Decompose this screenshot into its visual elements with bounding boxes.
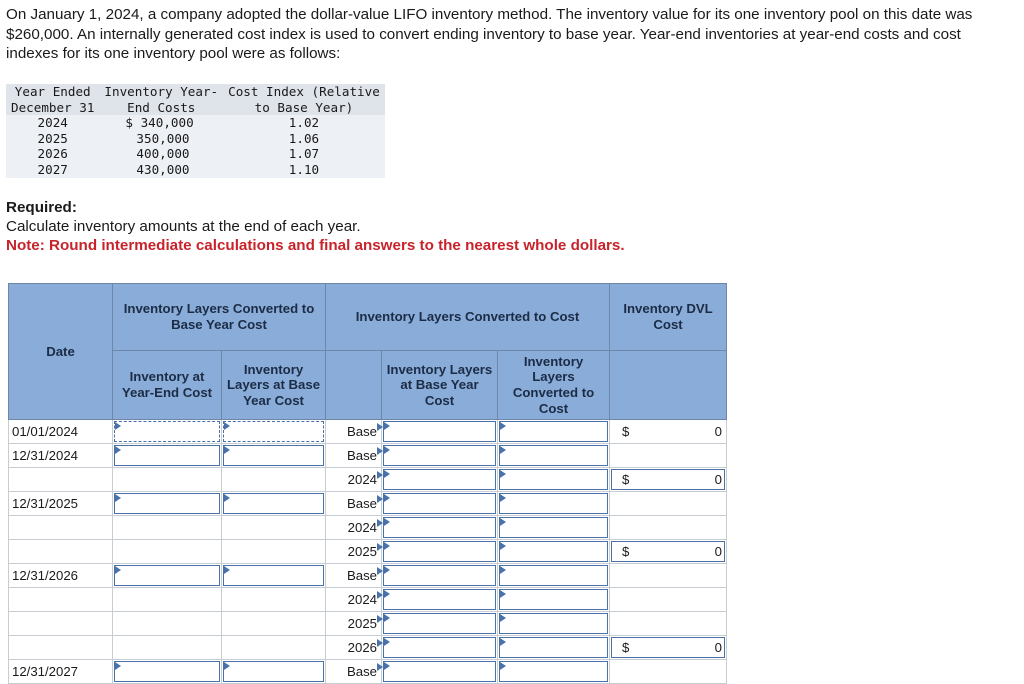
- layer-base-cell: [382, 588, 498, 612]
- layer-base-cell: [382, 468, 498, 492]
- dvl-cost-cell: [610, 444, 727, 468]
- given-data-table: [6, 84, 385, 178]
- layer-base-cell: [382, 492, 498, 516]
- rounding-note: Note: Round intermediate calculations and final answers to the nearest whole dollars.: [6, 237, 625, 254]
- worksheet-row: [9, 564, 727, 588]
- blank-cell: [9, 516, 113, 540]
- ye-cost-input[interactable]: [114, 493, 220, 514]
- given-cost: 430,000: [99, 162, 223, 178]
- required-text: Calculate inventory amounts at the end of each year.: [6, 218, 361, 235]
- ye-cost-cell: [113, 660, 222, 684]
- base-layer-input[interactable]: [223, 493, 324, 514]
- given-header-cost: Inventory Year- End Costs: [99, 84, 223, 115]
- layer-label: [326, 516, 382, 540]
- given-index: 1.07: [223, 146, 385, 162]
- layer-base-input[interactable]: [383, 493, 496, 514]
- layer-label-text: 2025: [347, 616, 377, 631]
- layer-cost-input[interactable]: [499, 637, 608, 658]
- blank-cell: [222, 612, 326, 636]
- layer-cost-cell: [498, 612, 610, 636]
- dvl-cost-cell: [610, 420, 727, 444]
- layer-label-text: 2026: [347, 640, 377, 655]
- row-date: 12/31/2025: [9, 492, 113, 516]
- blank-cell: [113, 612, 222, 636]
- required-section: [6, 198, 625, 255]
- ye-cost-cell: [113, 492, 222, 516]
- ye-cost-input[interactable]: [114, 421, 220, 442]
- row-date: 12/31/2027: [9, 660, 113, 684]
- worksheet-row: [9, 516, 727, 540]
- base-layer-input[interactable]: [223, 445, 324, 466]
- given-index: 1.06: [223, 131, 385, 147]
- layer-base-input[interactable]: [383, 445, 496, 466]
- worksheet-row: [9, 444, 727, 468]
- given-year: 2025: [6, 131, 99, 147]
- layer-base-input[interactable]: [383, 565, 496, 586]
- layer-label-text: Base: [346, 496, 377, 511]
- layer-base-cell: [382, 612, 498, 636]
- dvl-cost-cell: [610, 516, 727, 540]
- required-heading: Required:: [6, 199, 77, 216]
- dvl-cost-cell: [610, 612, 727, 636]
- blank-cell: [9, 468, 113, 492]
- ye-cost-cell: [113, 420, 222, 444]
- worksheet-row: [9, 660, 727, 684]
- blank-cell: [113, 468, 222, 492]
- layer-base-cell: [382, 540, 498, 564]
- layer-base-input[interactable]: [383, 661, 496, 682]
- ye-cost-input[interactable]: [114, 445, 220, 466]
- layer-cost-input[interactable]: [499, 517, 608, 538]
- blank-cell: [9, 540, 113, 564]
- layer-cost-input[interactable]: [499, 421, 608, 442]
- dvl-cost-cell: [610, 540, 727, 564]
- layer-base-cell: [382, 564, 498, 588]
- layer-cost-input[interactable]: [499, 541, 608, 562]
- layer-base-cell: [382, 516, 498, 540]
- header-dvl-blank: [610, 351, 727, 420]
- layer-label-text: 2025: [347, 544, 377, 559]
- base-layer-cell: [222, 444, 326, 468]
- base-layer-input[interactable]: [223, 421, 324, 442]
- header-layers-cost: Inventory Layers Converted to Cost: [498, 351, 610, 420]
- row-date: 01/01/2024: [9, 420, 113, 444]
- layer-cost-input[interactable]: [499, 589, 608, 610]
- worksheet-row: [9, 636, 727, 660]
- layer-label-text: Base: [346, 424, 377, 439]
- given-cost: 350,000: [99, 131, 223, 147]
- layer-label: [326, 492, 382, 516]
- blank-cell: [9, 588, 113, 612]
- layer-cost-input[interactable]: [499, 445, 608, 466]
- layer-base-cell: [382, 636, 498, 660]
- blank-cell: [9, 612, 113, 636]
- header-converted-base: Inventory Layers Converted to Base Year Cost: [113, 284, 326, 351]
- layer-label-text: Base: [346, 448, 377, 463]
- blank-cell: [222, 516, 326, 540]
- worksheet-row: [9, 540, 727, 564]
- layer-base-cell: [382, 444, 498, 468]
- worksheet-row: [9, 588, 727, 612]
- layer-cost-input[interactable]: [499, 469, 608, 490]
- dvl-cost-cell: [610, 468, 727, 492]
- header-date: Date: [9, 284, 113, 420]
- layer-label-text: Base: [346, 568, 377, 583]
- layer-label-text: 2024: [347, 472, 377, 487]
- worksheet-row: [9, 492, 727, 516]
- blank-cell: [222, 468, 326, 492]
- layer-base-input[interactable]: [383, 421, 496, 442]
- layer-label-text: Base: [346, 664, 377, 679]
- header-dvl-cost: Inventory DVL Cost: [610, 284, 727, 351]
- dvl-cost-cell: [610, 660, 727, 684]
- blank-cell: [222, 588, 326, 612]
- worksheet-row: [9, 420, 727, 444]
- dvl-cost-value: 0: [714, 472, 723, 487]
- ye-cost-cell: [113, 564, 222, 588]
- layer-label: [326, 468, 382, 492]
- layer-cost-cell: [498, 492, 610, 516]
- given-row: [6, 115, 385, 131]
- blank-cell: [9, 636, 113, 660]
- layer-base-input[interactable]: [383, 589, 496, 610]
- dvl-cost-cell: [610, 564, 727, 588]
- base-layer-input[interactable]: [223, 661, 324, 682]
- layer-label: [326, 588, 382, 612]
- problem-statement: On January 1, 2024, a company adopted the dollar-value LIFO inventory method. The inventory value for its one inventory pool on this date was $260,000. An internally generated cost index is used to convert ending inventory to base year. Year-end inventories at year-end costs and cost indexes for its one inventory pool were as follows:: [6, 6, 973, 62]
- row-date: 12/31/2024: [9, 444, 113, 468]
- layer-cost-cell: [498, 636, 610, 660]
- layer-base-input[interactable]: [383, 517, 496, 538]
- ye-cost-cell: [113, 444, 222, 468]
- given-year: 2026: [6, 146, 99, 162]
- layer-label-text: 2024: [347, 592, 377, 607]
- given-cost: 400,000: [99, 146, 223, 162]
- layer-cost-input[interactable]: [499, 661, 608, 682]
- base-layer-cell: [222, 660, 326, 684]
- given-row: [6, 162, 385, 178]
- blank-cell: [113, 588, 222, 612]
- dollar-sign: $: [622, 544, 630, 559]
- ye-cost-input[interactable]: [114, 565, 220, 586]
- worksheet-row: [9, 468, 727, 492]
- ye-cost-input[interactable]: [114, 661, 220, 682]
- header-layers-base: Inventory Layers at Base Year Cost: [222, 351, 326, 420]
- header-ye-cost: Inventory at Year-End Cost: [113, 351, 222, 420]
- header-layers-base-2: Inventory Layers at Base Year Cost: [382, 351, 498, 420]
- layer-cost-cell: [498, 516, 610, 540]
- dvl-cost-value: 0: [714, 544, 723, 559]
- layer-base-input[interactable]: [383, 613, 496, 634]
- layer-cost-cell: [498, 588, 610, 612]
- given-cost: $ 340,000: [99, 115, 223, 131]
- layer-base-cell: [382, 420, 498, 444]
- layer-base-input[interactable]: [383, 541, 496, 562]
- layer-cost-cell: [498, 540, 610, 564]
- dvl-cost-value: 0: [714, 640, 723, 655]
- base-layer-cell: [222, 420, 326, 444]
- layer-cost-cell: [498, 468, 610, 492]
- layer-label: [326, 420, 382, 444]
- layer-label: [326, 660, 382, 684]
- dollar-sign: $: [622, 640, 630, 655]
- given-year: 2024: [6, 115, 99, 131]
- dollar-sign: $: [622, 424, 630, 439]
- layer-cost-cell: [498, 660, 610, 684]
- dvl-cost-cell: [610, 492, 727, 516]
- layer-label: [326, 612, 382, 636]
- layer-cost-input[interactable]: [499, 565, 608, 586]
- layer-label: [326, 540, 382, 564]
- base-layer-cell: [222, 492, 326, 516]
- dvl-cost-value: 0: [714, 424, 723, 439]
- blank-cell: [113, 516, 222, 540]
- dollar-sign: $: [622, 472, 630, 487]
- dvl-worksheet: [8, 283, 726, 679]
- blank-cell: [113, 636, 222, 660]
- layer-cost-cell: [498, 420, 610, 444]
- base-layer-input[interactable]: [223, 565, 324, 586]
- layer-base-input[interactable]: [383, 469, 496, 490]
- layer-label: [326, 444, 382, 468]
- given-row: [6, 146, 385, 162]
- given-row: [6, 131, 385, 147]
- dvl-cost-cell: [610, 588, 727, 612]
- layer-cost-cell: [498, 444, 610, 468]
- given-header-index: Cost Index (Relative to Base Year): [223, 84, 385, 115]
- header-blank: [326, 351, 382, 420]
- given-year: 2027: [6, 162, 99, 178]
- given-header-year: Year Ended December 31: [6, 84, 99, 115]
- worksheet-row: [9, 612, 727, 636]
- layer-label: [326, 564, 382, 588]
- layer-base-input[interactable]: [383, 637, 496, 658]
- base-layer-cell: [222, 564, 326, 588]
- blank-cell: [222, 636, 326, 660]
- dvl-cost-cell: [610, 636, 727, 660]
- layer-label-text: 2024: [347, 520, 377, 535]
- given-index: 1.02: [223, 115, 385, 131]
- header-converted-cost: Inventory Layers Converted to Cost: [326, 284, 610, 351]
- layer-base-cell: [382, 660, 498, 684]
- layer-cost-input[interactable]: [499, 613, 608, 634]
- given-index: 1.10: [223, 162, 385, 178]
- blank-cell: [113, 540, 222, 564]
- layer-cost-cell: [498, 564, 610, 588]
- layer-label: [326, 636, 382, 660]
- blank-cell: [222, 540, 326, 564]
- layer-cost-input[interactable]: [499, 493, 608, 514]
- row-date: 12/31/2026: [9, 564, 113, 588]
